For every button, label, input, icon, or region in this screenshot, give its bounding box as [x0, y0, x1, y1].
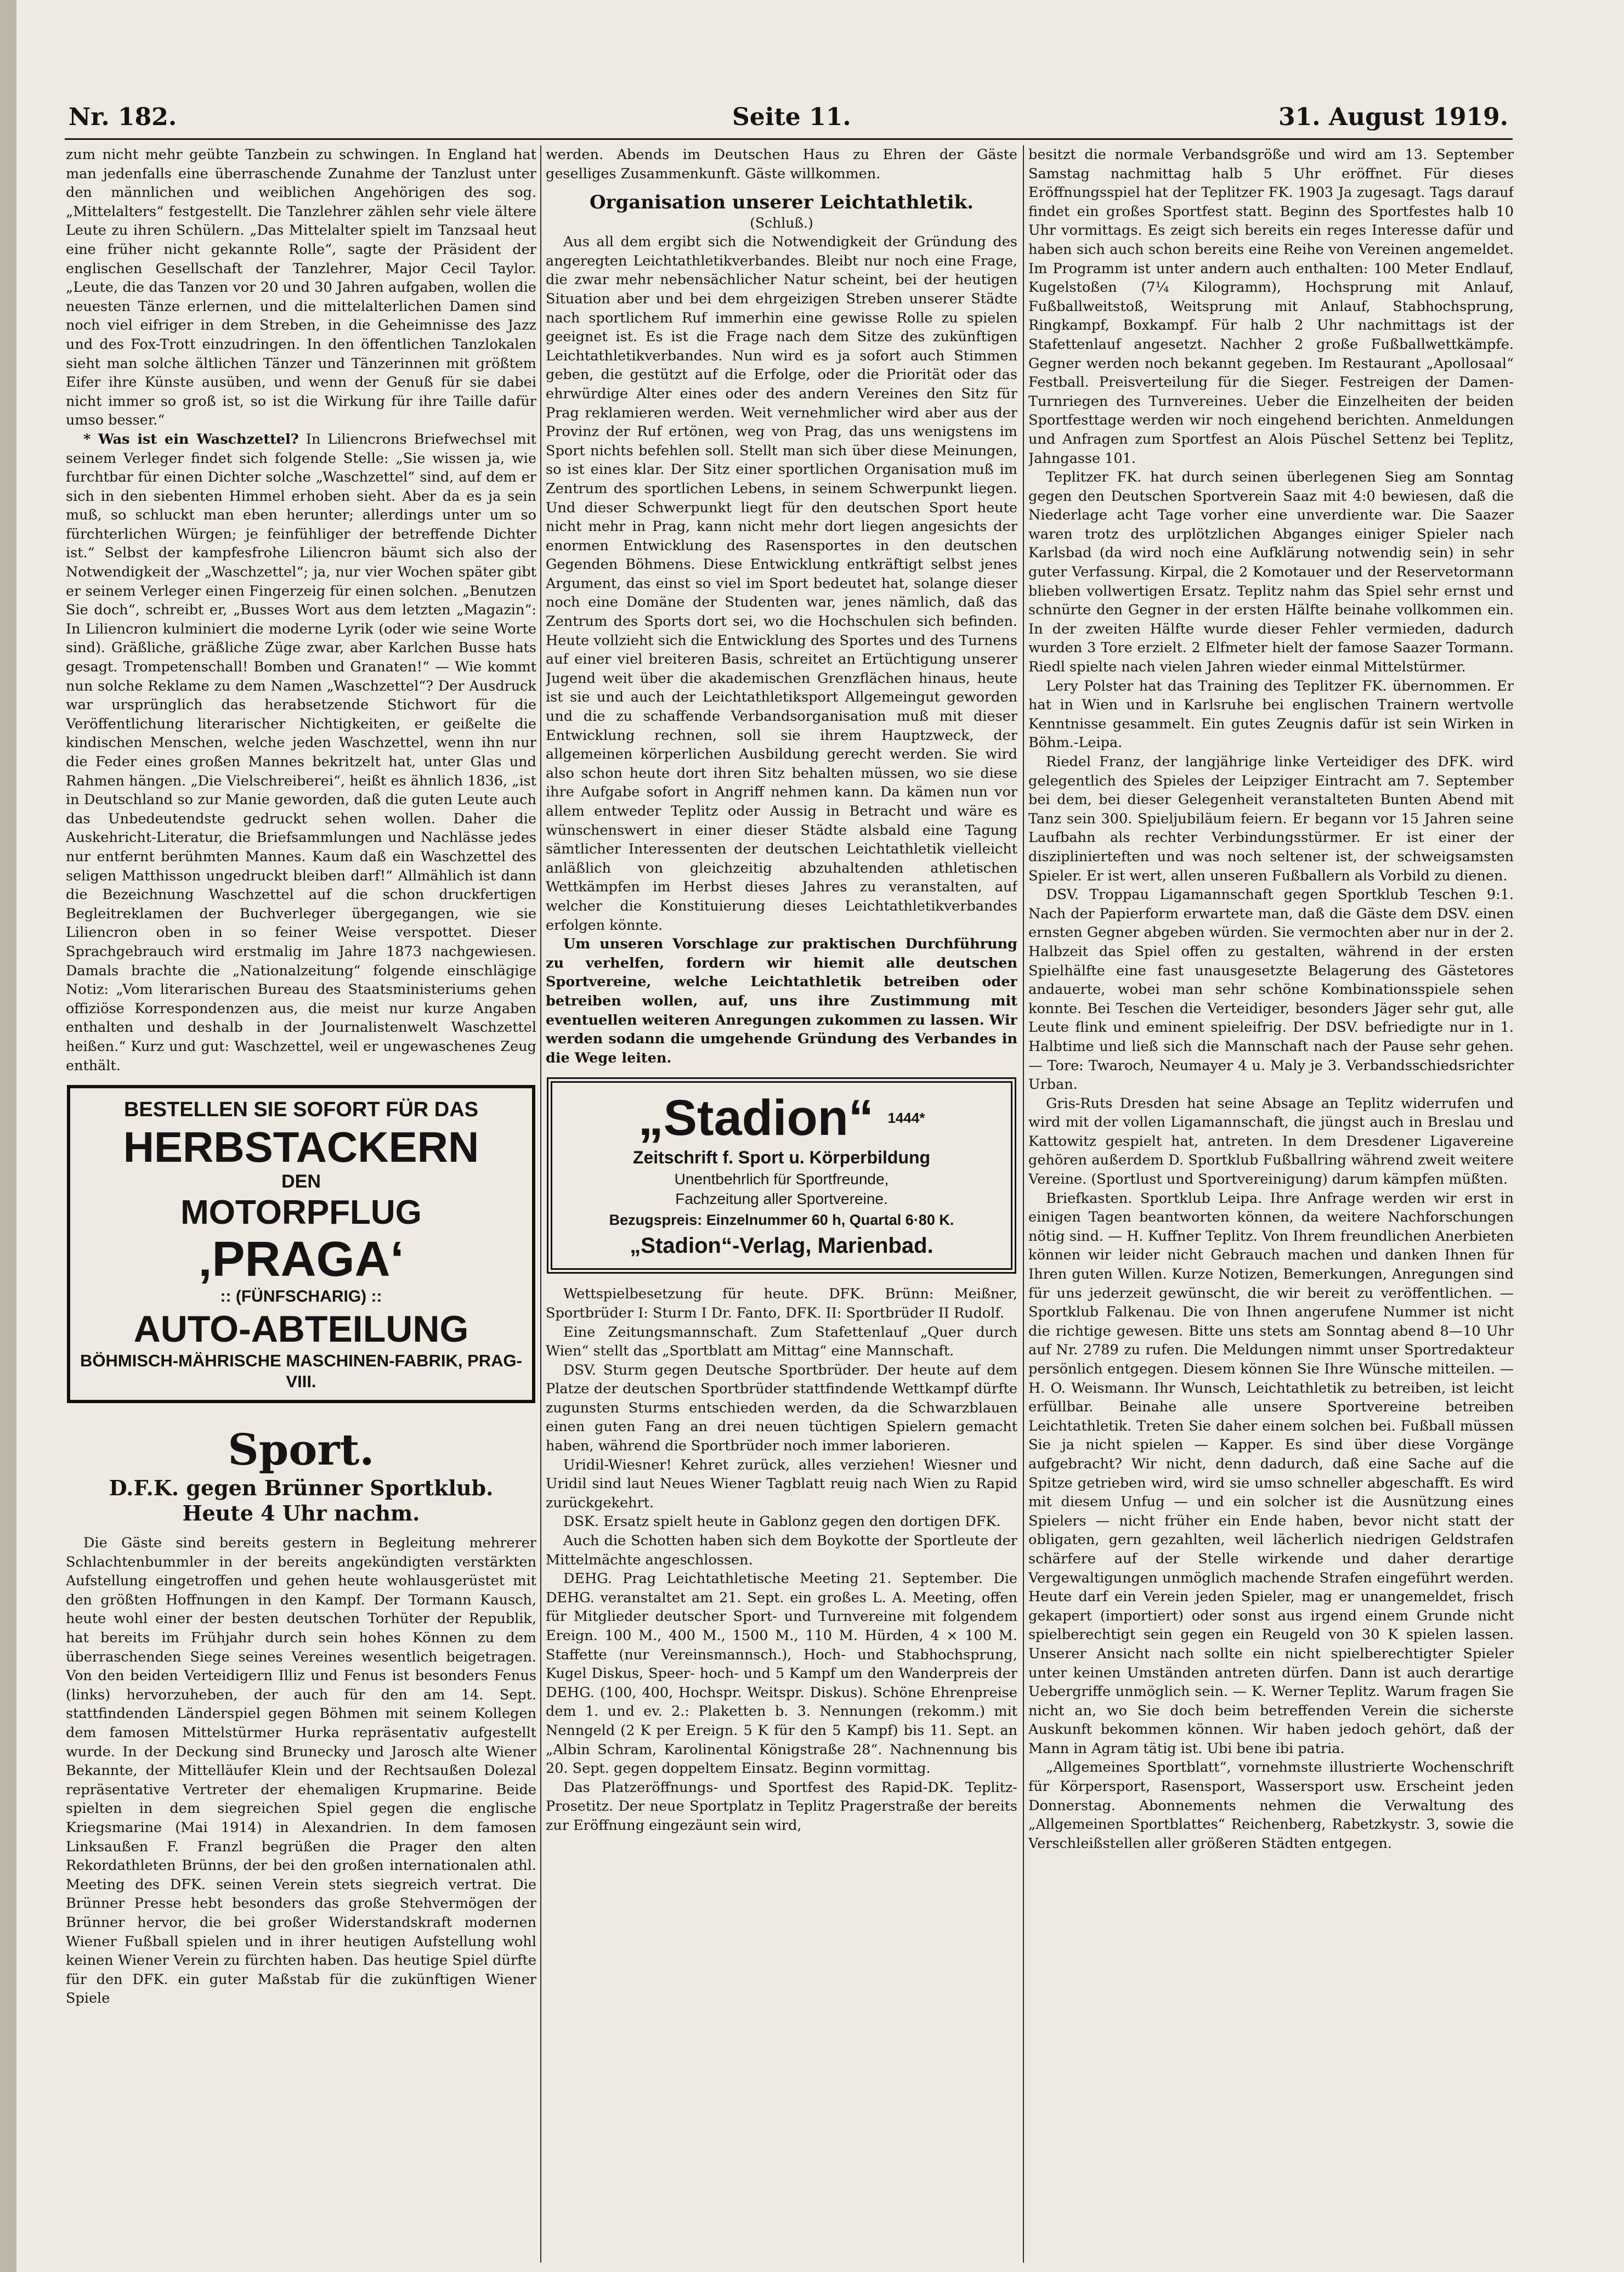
ad-stadion-line-2: Fachzeitung aller Sportvereine. — [675, 1190, 888, 1208]
news-item: Teplitzer FK. hat durch seinen überlegenen Sieg am Sonntag gegen den Deutschen Sportverein Saaz mit 4:0 bewiesen, daß die Niederlage acht Tage vorher eine unverdiente war. Die Saazer waren trotz des urplötzlichen Abganges einiger Spieler nach Karlsbad (da wird noch eine Aufklärung notwendig sein) in sehr guter Verfassung. Kirpal, die 2 Komotauer und der Reservetormann blieben vollwertigen Ersatz. Teplitz nahm das Spiel sehr ernst und schnürte den Gegner in der ersten Hälfte beinahe vollkommen ein. In der zweiten Hälfte wurde dieser Fehler vermieden, dadurch wurden 3 Tore erzielt. 2 Elfmeter hielt der famose Saazer Tormann. Riedl spielte nach vielen Jahren wieder einmal Mittelstürmer. — [1028, 469, 1514, 676]
issue-date: 31. August 1919. — [1278, 103, 1508, 131]
news-item: Wettspielbesetzung für heute. DFK. Brünn: Meißner, Sportbrüder I: Sturm I Dr. Fanto, DFK. II: Sportbrüder II Rudolf. — [546, 1286, 1017, 1321]
article-leichtathletik-subtitle: (Schluß.) — [750, 215, 813, 231]
news-item: Das Platzeröffnungs- und Sportfest des Rapid-DK. Teplitz-Prosetitz. Der neue Sportplatz in Teplitz Pragerstraße der bereits zur Eröffnung eingezäunt sein wird, — [546, 1779, 1017, 1834]
column-3 — [1028, 145, 1514, 2268]
article-leichtathletik-appeal: Um unseren Vorschlage zur praktischen Durchführung zu verhelfen, fordern wir hiemit alle deutschen Sportvereine, welche Leichtathletik betreiben oder betreiben wollen, auf, uns ihre Zustimmung mit eventuellen weiteren Anregungen zukommen zu lassen. Wir werden sodann die umgehende Gründung des Verbandes in die Wege leiten. — [546, 936, 1017, 1066]
news-item: „Allgemeines Sportblatt“, vornehmste illustrierte Wochenschrift für Körpersport, Rasensport, Wassersport usw. Erscheint jeden Donnerstag. Abonnements nehmen die Verwaltung des „Allgemeinen Sportblattes“ Reichenberg, Rabetzkystr. 3, sowie die Verschleißstellen aller größeren Städten entgegen. — [1028, 1759, 1514, 1852]
ad-stadion-number: 1444* — [887, 1110, 925, 1127]
ad-praga-line-3: DEN — [281, 1171, 321, 1192]
news-item: DSK. Ersatz spielt heute in Gablonz gegen den dortigen DFK. — [563, 1513, 1001, 1530]
column-rule-2 — [1023, 145, 1024, 2263]
ad-stadion-line-1: Unentbehrlich für Sportfreunde, — [674, 1171, 889, 1188]
ad-stadion-title-text: „Stadion“ — [638, 1090, 874, 1146]
header-rule — [65, 138, 1513, 140]
ad-praga-line-4: MOTORPFLUG — [180, 1194, 422, 1232]
news-item: DSV. Troppau Ligamannschaft gegen Sportklub Teschen 9:1. Nach der Papierform erwartete man, daß die Gäste dem DSV. einen ernsten Gegner abgeben würden. Sie vermochten aber nur in der 2. Halbzeit das Spiel offen zu gestalten, während in der ersten Spielhälfte eine fast unausgesetzte Belagerung des Gästetores andauerte, wobei man sehr schöne Kombinationsspiele sehen konnte. Bei Teschen die Verteidiger, besonders Jäger sehr gut, alle Leute flink und eminent spieleifrig. Der DSV. befriedigte nur in 1. Halbtime und ließ sich die Mannschaft nach der Pause sehr gehen. — Tore: Twaroch, Neumayer 4 u. Maly je 3. Verbandsschiedsrichter Urban. — [1028, 886, 1514, 1093]
article-continuation: werden. Abends im Deutschen Haus zu Ehren der Gäste geselliges Zusammenkunft. Gäste willkommen. — [546, 146, 1017, 182]
ad-praga-line-1: BESTELLEN SIE SOFORT FÜR DAS — [123, 1098, 479, 1122]
news-item: besitzt die normale Verbandsgröße und wird am 13. September Samstag nachmittag halb 5 Uhr eröffnet. Für dieses Eröffnungsspiel hat der Teplitzer FK. 1903 Ja zugesagt. Tags darauf findet ein großes Sportfest statt. Beginn des Sportfestes halb 10 Uhr vormittags. Es zeigt sich bereits ein reges Interesse dafür und haben sich auch schon bereits eine Reihe von Vereinen angemeldet. Im Programm ist unter andern auch enthalten: 100 Meter Endlauf, Kugelstoßen (7¼ Kilogramm), Hochsprung mit Anlauf, Fußballweitstoß, Weitsprung mit Anlauf, Stabhochsprung, Ringkampf, Boxkampf. Für halb 2 Uhr nachmittags ist der Stafettenlauf angesetzt. Nachher 2 große Fußballwettkämpfe. Gegner werden noch bekannt gegeben. Im Restaurant „Apollosaal“ Festball. Preisverteilung für die Sieger. Festreigen der Damen-Turnriegen des Turnvereines. Ueber die Einzelheiten der beiden Sportfesttage werden wir noch eingehend berichten. Anmeldungen und Anfragen zum Sportfest an Alois Püschel Settenz bei Teplitz, Jahngasse 101. — [1028, 146, 1514, 467]
page-header — [69, 103, 1508, 135]
news-item: DSV. Sturm gegen Deutsche Sportbrüder. Der heute auf dem Platze der deutschen Sportbrüder stattfindende Wettkampf dürfte zugunsten Sturms entschieden werden, da die Schwarzblauen einen guten Fang an drei neuen tüchtigen Spielern gemacht haben, während die Sportbrüder noch immer laborieren. — [546, 1361, 1017, 1455]
article-leichtathletik-body: Aus all dem ergibt sich die Notwendigkeit der Gründung des angeregten Leichtathletikverbandes. Bleibt nur noch eine Frage, die zwar mehr nebensächlicher Natur scheint, bei der heutigen Situation aber und bei dem ehrgeizigen Streben unserer Städte nach sportlichem Ruf immerhin eine gewisse Rolle zu spielen geeignet ist. Es ist die Frage nach dem Sitze des zukünftigen Leichtathletikverbandes. Nun wird es ja sofort auch Stimmen geben, die gestützt auf die Erfolge, oder die Priorität oder das ehrwürdige Alter eines oder des andern Vereines den Sitz für Prag reklamieren werden. Weit vernehmlicher wird aber aus der Provinz der Ruf ertönen, weg von Prag, das uns wenigstens im Sport nichts befehlen soll. Stellt man sich über diese Meinungen, so ist eines klar. Der Sitz einer sportlichen Organisation muß im Zentrum des sportlichen Lebens, in seinem Schwerpunkt liegen. Und dieser Schwerpunkt liegt für den deutschen Sport heute nicht mehr in Prag, kann nicht mehr dort liegen angesichts der enormen Entwicklung des Rasensportes in den deutschen Gegenden Böhmens. Diese Entwicklung entkräftigt selbst jenes Argument, das einst so viel im Sport bedeutet hat, solange dieser noch eine Domäne der Studenten war, jenes nämlich, daß das Zentrum des Sports dort sei, wo die Hochschulen sich befinden. Heute vollzieht sich die Entwicklung des Sportes und des Turnens auf einer viel breiteren Basis, schreitet an Ertüchtigung unserer Jugend weit über die akademischen Grenzflächen hinaus, heute ist sie und auch der Leichtathletiksport Allgemeingut geworden und die zu schaffende Verbandsorganisation muß mit dieser Entwicklung rechnen, soll sie ihrem Hauptzweck, der allgemeinen körperlichen Ausbildung gerecht werden. Sie wird also schon heute dort ihren Sitz behalten müssen, wo sie diese ihre Aufgabe sofort in Angriff nehmen kann. Da kämen nun vor allem entweder Teplitz oder Aussig in Betracht und wäre es wünschenswert in einer dieser Städte alsbald eine Tagung sämtlicher Interessenten der deutschen Leichtathletik vielleicht anläßlich von gleichzeitig abzuhaltenden athletischen Wettkämpfen im Herbst dieses Jahres zu veranstalten, auf welcher die Konstituierung dieses Leichtathletikverbandes erfolgen könnte. — [546, 234, 1017, 934]
advertisement-stadion — [547, 1077, 1016, 1274]
ad-praga-line-6: :: (FÜNFSCHARIG) :: — [220, 1287, 382, 1306]
news-item: Eine Zeitungsmannschaft. Zum Stafettenlauf „Quer durch Wien“ stellt das „Sportblatt am Mittag“ eine Mannschaft. — [546, 1324, 1017, 1360]
news-item: Gris-Ruts Dresden hat seine Absage an Teplitz widerrufen und wird mit der vollen Ligamannschaft, die jüngst auch in Breslau und Kattowitz gespielt hat, antreten. In dem Dresdener Ligavereine gehören außerdem D. Sportklub Fußballring während zweit weitere Vereine. (Sportlust und Sportvereinigung) darum kämpfen müßten. — [1028, 1095, 1514, 1188]
article-waschzettel-title: * Was ist ein Waschzettel? — [83, 431, 299, 448]
ad-stadion-title — [559, 1090, 1004, 1145]
column-1 — [66, 145, 536, 2268]
column-rule-1 — [540, 145, 541, 2263]
article-waschzettel-body: In Liliencrons Briefwechsel mit seinem Verleger findet sich folgende Stelle: „Sie wissen ja, wie furchtbar für einen Dichter solche „Waschzettel“ sind, auf dem er sich in den siebenten Himmel erhoben sieht. Aber da es ja sein muß, so schluckt man eben herunter; allerdings unter um so fürchterlichen Würgen; je feinfühliger der betreffende Dichter ist.“ Selbst der kampfesfrohe Liliencron bäumt sich also der Notwendigkeit der „Waschzettel“; ja, nur vier Wochen später gibt er seinem Verleger einen Fingerzeig für einen solchen. „Benutzen Sie doch“, schreibt er, „Busses Wort aus dem letzten „Magazin“: In Liliencron kulminiert die moderne Lyrik (oder wie seine Worte sind). Gräßliche, gräßliche Züge zwar, aber Karlchen Busse hats gesagt. Trompetenschall! Bomben und Granaten!“ — Wie kommt nun solche Reklame zu dem Namen „Waschzettel“? Der Ausdruck war ursprünglich das herabsetzende Stichwort für die Veröffentlichung literarischer Nichtigkeiten, er geißelte die kindischen Menschen, welche jeden Waschzettel, wenn ihn nur die Feder eines großen Mannes bekritzelt hat, unter Glas und Rahmen hängen. „Die Vielschreiberei“, heißt es ähnlich 1836, „ist in Deutschland so zur Manie geworden, daß die guten Leute auch das Unbedeutendste gedruckt sehen wollen. Daher die Auskehricht-Literatur, die Briefsammlungen und Nachlässe jedes nur entfernt berühmten Mannes. Kaum daß ein Waschzettel des seligen Matthisson ungedruckt bleiben darf!“ Allmählich ist dann die Bezeichnung Waschzettel auf die schon druckfertigen Begleitreklamen der Buchverleger übergegangen, wie sie Liliencron oben in so feiner Weise verspottet. Dieser Sprachgebrauch wird erstmalig im Jahre 1873 nachgewiesen. Damals brachte die „Nationalzeitung“ folgende einschlägige Notiz: „Vom literarischen Bureau des Staatsministeriums gehen offiziöse Korrespondenzen aus, die meist nur kurze Angaben enthalten und deshalb in der Journalistenwelt Waschzettel heißen.“ Kurz und gut: Waschzettel, weil er ungewaschenes Zeug enthält. — [66, 431, 536, 1074]
ad-praga-brand: ‚PRAGA‘ — [198, 1232, 404, 1287]
sport-headline-1: D.F.K. gegen Brünner Sportklub. — [109, 1476, 494, 1501]
news-item: Riedel Franz, der langjährige linke Verteidiger des DFK. wird gelegentlich des Spieles der Leipziger Eintracht am 7. September bei dem, bei dieser Gelegenheit veranstalteten Bunten Abend mit Tanz sein 300. Spieljubiläum feiern. Er begann vor 15 Jahren seine Laufbahn als rechter Verbindungsstürmer. Er ist einer der disziplinierteften und was noch seltener ist, der schweigsamsten Spieler. Er ist wert, allen unseren Fußballern als Vorbild zu dienen. — [1028, 754, 1514, 884]
article-dance-tail: zum nicht mehr geübte Tanzbein zu schwingen. In England hat man jedenfalls eine überraschende Zunahme der Tanzlust unter den männlichen und weiblichen Angehörigen des sog. „Mittelalters“ festgestellt. Die Tanzlehrer zählen sehr viele ältere Leute zu ihren Schülern. „Das Mittelalter spielt im Tanzsaal heut eine früher nicht gekannte Rolle“, sagte der Präsident der englischen Gesellschaft der Tanzlehrer, Major Cecil Taylor. „Leute, die das Tanzen vor 20 und 30 Jahren aufgaben, wollen die neuesten Tänze erlernen, und die mittelalterlichen Damen sind noch viel eifriger in dem Streben, in die Geheimnisse des Jazz und des Fox-Trott einzudringen. In den öffentlichen Tanzlokalen sieht man solche ältlichen Tänzer und Tänzerinnen mit größtem Eifer ihre Künste ausüben, und wenn der Genuß für sie dabei nicht immer so groß ist, so ist die Wirkung für ihre Taille dafür umso besser.“ — [66, 146, 536, 429]
briefkasten: Briefkasten. Sportklub Leipa. Ihre Anfrage werden wir erst in einigen Tagen beantworten können, da weitere Nachforschungen nötig sind. — H. Kuffner Teplitz. Von Ihrem freundlichen Anerbieten können wir leider nicht Gebrauch machen und danken Ihnen für Ihren guten Willen. Kurze Notizen, Bemerkungen, Anregungen sind für uns jederzeit gewünscht, die wir bereit zu veröffentlichen. — Sportklub Falkenau. Die von Ihnen angerufene Nummer ist nicht die richtige gewesen. Bitte uns stets am Sonntag abend 8—10 Uhr auf Nr. 2789 zu rufen. Die Meldungen nimmt unser Sportredakteur persönlich entgegen. Diesem können Sie Ihre Wünsche mitteilen. — H. O. Weismann. Ihr Wunsch, Leichtathletik zu betreiben, ist leicht erfüllbar. Beinahe alle unsere Sportvereine betreiben Leichtathletik. Treten Sie daher einem solchen bei. Fußball müssen Sie ja nicht spielen — Kapper. Es sind über diese Vorgänge aufgebracht? Wir nicht, denn dadurch, daß eine Sache auf die Spitze getrieben wird, wird sie umso schneller abgeschafft. Es wird mit diesem Unfug — und ein solcher ist die Ausnützung eines Spielers — nicht früher ein Ende haben, bevor nicht statt der obligaten, gern gezahlten, weil lächerlich niedrigen Geldstrafen schärfere auf der Stelle wirkende und daher derartige Vergewaltigungen unmöglich machende Strafen eingeführt werden. Heute darf ein Verein jeden Spieler, mag er unangemeldet, frisch gekapert (importiert) oder sonst aus irgend einem Grunde nicht spielberechtigt sein gegen ein Reugeld von 30 K spielen lassen. Unserer Ansicht nach sollte ein nicht spielberechtigter Spieler unter keinen Umständen antreten dürfen. Dann ist auch derartige Uebergriffe unmöglich sein. — K. Werner Teplitz. Warum fragen Sie nicht an, wo Sie doch beim betreffenden Verein die sicherste Auskunft bekommen können. Wir haben jedoch gehört, daß der Mann in Agram tätig ist. Ubi bene ibi patria. — [1028, 1190, 1514, 1757]
ad-praga-line-8: BÖHMISCH-MÄHRISCHE MASCHINEN-FABRIK, PRAG-VIII. — [80, 1351, 522, 1392]
ad-stadion-price: Bezugspreis: Einzelnummer 60 h, Quartal 6·80 K. — [609, 1212, 954, 1229]
column-2 — [546, 145, 1017, 2268]
advertisement-praga — [67, 1085, 535, 1403]
ad-stadion-subtitle: Zeitschrift f. Sport u. Körperbildung — [632, 1148, 931, 1168]
news-item: Auch die Schotten haben sich dem Boykotte der Sportleute der Mittelmächte angeschlossen. — [546, 1533, 1017, 1568]
page-number: Seite 11. — [732, 103, 851, 131]
section-title-sport: Sport. — [228, 1425, 375, 1476]
article-waschzettel — [66, 430, 536, 1075]
news-item: DEHG. Prag Leichtathletische Meeting 21. September. Die DEHG. veranstaltet am 21. Sept. ein großes L. A. Meeting, offen für Mitglieder deutscher Sport- und Turnvereine mit folgendem Ereign. 100 M., 400 M., 1500 M., 110 M. Hürden, 4 × 100 M. Staffette (nur Vereinsmannsch.), Hoch- und Stabhochsprung, Kugel Diskus, Speer- hoch- und 5 Kampf um den Wanderpreis der DEHG. (100, 400, Hochspr. Weitspr. Diskus). Schöne Ehrenpreise dem 1. und ev. 2.: Plaketten b. 3. Nennungen (rekomm.) mit Nenngeld (2 K per Ereign. 5 K für den 5 Kampf) bis 11. Sept. an „Albin Schram, Karolinental Königstraße 28“. Nachnennung bis 20. Sept. gegen doppeltem Einsatz. Beginn vormittag. — [546, 1570, 1017, 1777]
news-item: Lery Polster hat das Training des Teplitzer FK. übernommen. Er hat in Wien und in Karlsruhe bei englischen Trainern wertvolle Kenntnisse gesammelt. Ein gutes Zeugnis dafür ist sein Wirken in Böhm.-Leipa. — [1028, 677, 1514, 751]
binding-edge — [0, 0, 16, 2272]
issue-number: Nr. 182. — [69, 103, 177, 131]
ad-stadion-publisher: „Stadion“-Verlag, Marienbad. — [630, 1234, 933, 1258]
article-leichtathletik-title: Organisation unserer Leichtathletik. — [589, 191, 974, 214]
article-dfk-brunn: Die Gäste sind bereits gestern in Begleitung mehrerer Schlachtenbummler in der bereits angekündigten verstärkten Aufstellung eingetroffen und gehen heute wohlausgerüstet mit den größten Hoffnungen in den Kampf. Der Tormann Kausch, heute wohl einer der besten deutschen Torhüter der Republik, hat bereits im Frühjahr durch sein hohes Können zu dem überraschenden Siege seines Vereines wesentlich beigetragen. Von den beiden Verteidigern Illiz und Fenus ist besonders Fenus (links) hervorzuheben, der auch für den am 14. Sept. stattfindenden Länderspiel gegen Böhmen mit seinem Kollegen dem famosen Mittelstürmer Hurka repräsentativ aufgestellt wurde. In der Deckung sind Brunecky und Jarosch alte Wiener Bekannte, der Mittelläufer Klein und der Rechtsaußen Dolezal repräsentative Vertreter der ehemaligen Krupmarine. Beide spielten in dem siegreichen Spiel gegen die englische Kriegsmarine (Mai 1914) in Alexandrien. In dem famosen Linksaußen F. Franzl begrüßen die Prager den alten Rekordathleten Brünns, der bei den großen internationalen athl. Meeting des DFK. seinen Verein stets siegreich vertrat. Die Brünner Presse hebt besonders das große Stehvermögen der Brünner hervor, die bei großer Widerstandskraft modernen Wiener Fußball spielen und in ihrer heutigen Aufstellung wohl keinen Wiener Verein zu fürchten haben. Das heutige Spiel dürfte für den DFK. ein guter Maßstab für die zukünftigen Wiener Spiele — [66, 1535, 536, 2007]
news-item: Uridil-Wiesner! Kehret zurück, alles verziehen! Wiesner und Uridil sind laut Neues Wiener Tagblatt reuig nach Wien zu Rapid zurückgekehrt. — [546, 1456, 1017, 1511]
ad-praga-line-2: HERBSTACKERN — [123, 1123, 479, 1172]
ad-praga-line-7: AUTO-ABTEILUNG — [133, 1308, 469, 1350]
sport-headline-2: Heute 4 Uhr nachm. — [182, 1501, 420, 1526]
